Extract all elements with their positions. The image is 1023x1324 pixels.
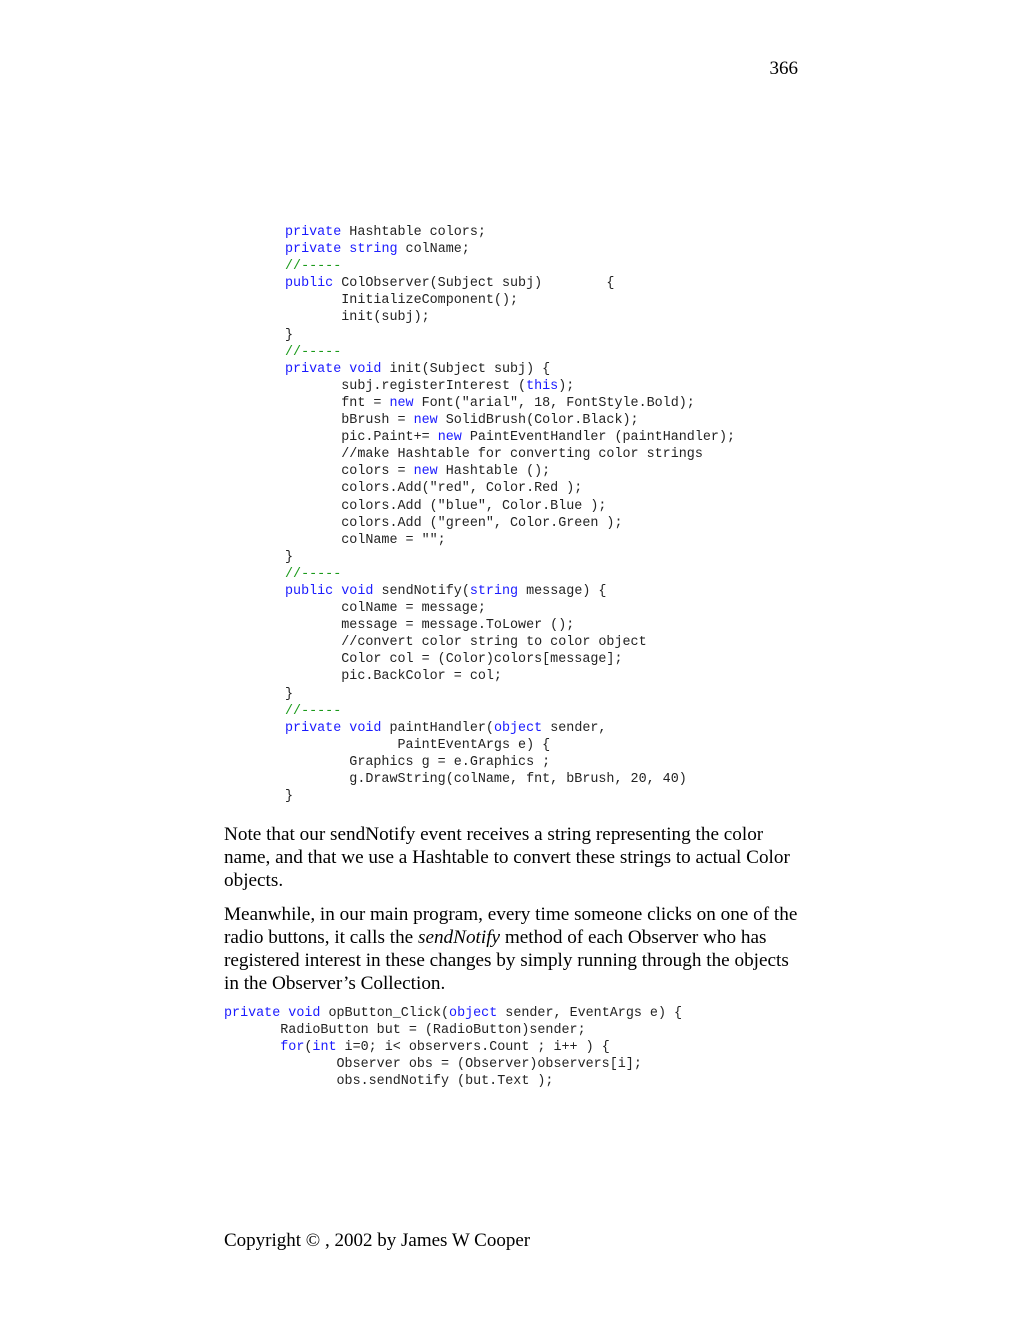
code-line (224, 1074, 553, 1089)
code-comment: //----- (285, 703, 342, 719)
code-comment: //----- (285, 344, 342, 360)
code-keyword: string (349, 242, 398, 258)
code-text: paintHandler( (381, 720, 494, 736)
code-line (285, 464, 550, 479)
code-keyword: void (288, 1006, 321, 1021)
copyright-footer: Copyright © , 2002 by James W Cooper (224, 1230, 531, 1251)
code-text: Graphics g = e.Graphics ; (285, 754, 551, 770)
code-keyword: this (526, 378, 559, 394)
code-text (224, 1040, 280, 1055)
code-keyword: int (312, 1040, 337, 1056)
code-line (285, 276, 614, 291)
code-keyword: new (389, 395, 414, 411)
code-text: Hashtable (); (437, 464, 551, 480)
code-text: ( (304, 1040, 313, 1056)
code-text: sendNotify( (373, 583, 470, 599)
paragraph-2-after: method of each Observer who has registered interest in these changes by simply running through the objects in the Observer’s Collection. (224, 927, 789, 994)
code-text: colors = (285, 464, 414, 480)
code-text: pic.Paint+= (285, 430, 438, 446)
code-text: InitializeComponent(); (285, 293, 519, 309)
code-keyword: void (349, 361, 382, 377)
code-text: RadioButton but = (RadioButton)sender; (224, 1023, 586, 1039)
code-keyword: new (413, 413, 438, 429)
code-comment: //----- (285, 259, 342, 275)
code-text: colors.Add ("blue", Color.Blue ); (285, 498, 607, 514)
code-text: } (285, 686, 294, 702)
code-text: colName; (397, 242, 470, 258)
paragraph-2-before: Meanwhile, in our main program, every time someone clicks on one of the radio buttons, it calls the (224, 904, 798, 948)
code-text: PaintEventHandler (paintHandler); (461, 430, 736, 446)
code-keyword: private (224, 1006, 281, 1021)
code-line (285, 652, 623, 667)
method-name-emphasis: sendNotify (417, 927, 501, 948)
code-line (285, 772, 687, 787)
body-text (224, 823, 804, 1006)
code-line (285, 755, 550, 770)
code-text: Observer obs = (Observer)observers[i]; (224, 1057, 642, 1073)
code-line (285, 635, 647, 650)
code-text: message) { (518, 583, 607, 599)
code-line (285, 533, 446, 548)
code-keyword: private (285, 225, 342, 240)
code-keyword: private (285, 720, 342, 736)
code-line (285, 687, 293, 702)
code-text: } (285, 549, 294, 565)
code-text: //convert color string to color object (285, 635, 647, 651)
code-text: i=0; i< observers.Count ; i++ ) { (336, 1040, 610, 1056)
code-text: message = message.ToLower (); (285, 618, 575, 634)
code-keyword: void (349, 720, 382, 736)
code-line (285, 481, 582, 496)
code-line (285, 721, 606, 736)
code-keyword: void (341, 583, 374, 599)
code-text: Hashtable colors; (341, 225, 486, 240)
code-line (285, 738, 550, 753)
code-text: opButton_Click( (320, 1006, 450, 1021)
code-text: //make Hashtable for converting color strings (285, 447, 703, 463)
code-text: PaintEventArgs e) { (285, 737, 551, 753)
code-text: init(subj); (285, 310, 430, 326)
code-line (285, 379, 574, 394)
code-keyword: private (285, 361, 342, 377)
code-keyword: new (437, 430, 462, 446)
code-line (285, 310, 430, 325)
paragraph-main-program (224, 903, 804, 995)
page-number: 366 (769, 58, 798, 79)
code-keyword: private (285, 242, 342, 258)
code-line (285, 242, 470, 257)
code-line (285, 601, 486, 616)
code-keyword: new (413, 464, 438, 480)
code-comment: //----- (285, 566, 342, 582)
code-line (224, 1023, 586, 1038)
code-line (285, 447, 703, 462)
code-line (285, 550, 293, 565)
code-line (285, 328, 293, 343)
code-line (285, 345, 341, 360)
code-text: Font("arial", 18, FontStyle.Bold); (413, 395, 695, 411)
code-keyword: object (493, 720, 543, 736)
code-keyword: string (469, 583, 519, 599)
code-line (224, 1057, 642, 1072)
code-line (285, 618, 574, 633)
code-line (285, 430, 735, 445)
code-text: obs.sendNotify (but.Text ); (224, 1074, 554, 1090)
code-text: colors.Add ("green", Color.Green ); (285, 515, 623, 531)
code-line (224, 1040, 610, 1055)
code-line (285, 584, 606, 599)
code-line (285, 293, 518, 308)
code-text: sender, (542, 720, 607, 736)
code-line (285, 413, 639, 428)
code-line (285, 396, 695, 411)
code-text: subj.registerInterest ( (285, 378, 527, 394)
code-keyword: object (449, 1006, 498, 1021)
code-block-observer-class (285, 224, 735, 805)
code-text: init(Subject subj) { (381, 361, 551, 377)
code-text: pic.BackColor = col; (285, 669, 502, 685)
code-text: bBrush = (285, 413, 414, 429)
code-keyword: public (285, 583, 334, 599)
code-text: sender, EventArgs e) { (497, 1006, 683, 1021)
code-text: g.DrawString(colName, fnt, bBrush, 20, 40) (285, 772, 687, 787)
code-line (224, 1006, 682, 1021)
code-text: } (285, 789, 294, 805)
code-text: fnt = (285, 395, 390, 411)
code-line (285, 225, 486, 240)
code-line (285, 704, 341, 719)
code-line (285, 362, 550, 377)
code-text: Color col = (Color)colors[message]; (285, 652, 623, 668)
code-text: colName = message; (285, 601, 486, 617)
code-line (285, 499, 606, 514)
paragraph-hashtable-note: Note that our sendNotify event receives a string representing the color name, and that we use a Hashtable to convert these strings to actual Color objects. (224, 824, 790, 891)
code-line (285, 516, 623, 531)
code-block-button-click (224, 1005, 682, 1090)
code-keyword: for (280, 1040, 305, 1056)
code-text: colName = ""; (285, 532, 446, 548)
code-line (285, 259, 341, 274)
code-text: ); (558, 378, 575, 394)
code-text: ColObserver(Subject subj) { (333, 276, 615, 292)
code-text: SolidBrush(Color.Black); (437, 413, 639, 429)
code-keyword: public (285, 276, 334, 292)
code-line (285, 567, 341, 582)
code-line (285, 789, 293, 804)
code-text: colors.Add("red", Color.Red ); (285, 481, 583, 497)
code-line (285, 669, 502, 684)
code-text: } (285, 327, 294, 343)
